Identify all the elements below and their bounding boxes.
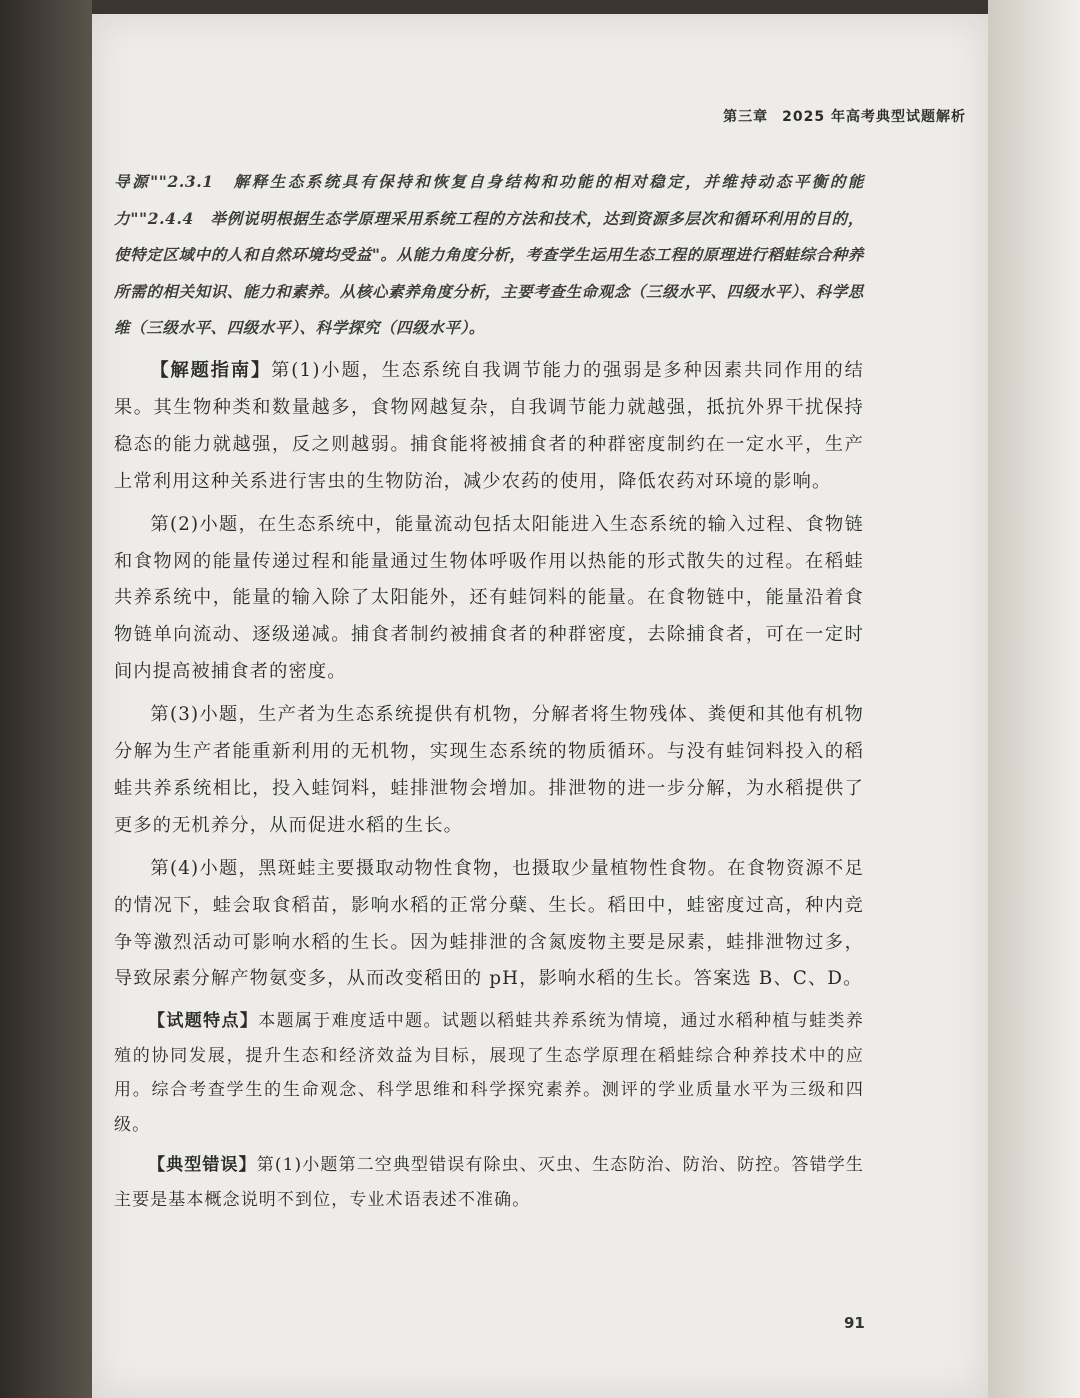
q4-paragraph: 第(4)小题，黑斑蛙主要摄取动物性食物，也摄取少量植物性食物。在食物资源不足的情况下，蛙会取食稻苗，影响水稻的正常分蘖、生长。稻田中，蛙密度过高，种内竞争等激烈活动可影响水稻的生长。因为蛙排泄的含氮废物主要是尿素，蛙排泄物过多，导致尿素分解产物氨变多，从而改变稻田的 pH，影响水稻的生长。答案选 B、C、D。 [114,857,864,990]
guide-label: 【解题指南】 [150,359,272,381]
guide-text: 第(1)小题，生态系统自我调节能力的强弱是多种因素共同作用的结果。其生物种类和数量越多，食物网越复杂，自我调节能力就越强，抵抗外界干扰保持稳态的能力就越强，反之则越弱。捕食能将被捕食者的种群密度制约在一定水平，生产上常利用这种关系进行害虫的生物防治，减少农药的使用，降低农药对环境的影响。 [114,359,864,492]
features-text: 本题属于难度适中题。试题以稻蛙共养系统为情境，通过水稻种植与蛙类养殖的协同发展，提升生态和经济效益为目标，展现了生态学原理在稻蛙综合种养技术中的应用。综合考查学生的生命观念、科学思维和科学探究素养。测评的学业质量水平为三级和四级。 [114,1011,864,1135]
book-page [92,14,988,1398]
errors-paragraph [114,1148,864,1217]
q2-paragraph: 第(2)小题，在生态系统中，能量流动包括太阳能进入生态系统的输入过程、食物链和食物网的能量传递过程和能量通过生物体呼吸作用以热能的形式散失的过程。在稻蛙共养系统中，能量的输入除了太阳能外，还有蛙饲料的能量。在食物链中，能量沿着食物链单向流动、逐级递减。捕食者制约被捕食者的种群密度，去除捕食者，可在一定时间内提高被捕食者的密度。 [114,513,864,683]
page-body [114,164,864,1217]
features-label: 【试题特点】 [148,1011,259,1032]
features-paragraph [114,1004,864,1142]
scan-left-edge [0,0,92,1398]
q3-paragraph: 第(3)小题，生产者为生态系统提供有机物，分解者将生物残体、粪便和其他有机物分解为生产者能重新利用的无机物，实现生态系统的物质循环。与没有蛙饲料投入的稻蛙共养系统相比，投入蛙饲料，蛙排泄物会增加。排泄物的进一步分解，为水稻提供了更多的无机养分，从而促进水稻的生长。 [114,704,864,836]
errors-label: 【典型错误】 [148,1155,257,1176]
page-number: 91 [844,1314,865,1332]
scan-right-edge [988,0,1080,1398]
header-title: 2025 年高考典型试题解析 [782,109,966,125]
guide-paragraph [114,353,864,501]
running-header [723,106,966,126]
intro-paragraph: 导源""2.3.1 解释生态系统具有保持和恢复自身结构和功能的相对稳定，并维持动态平衡的能力""2.4.4 举例说明根据生态学原理采用系统工程的方法和技术，达到资源多层次和循环利用的目的，使特定区域中的人和自然环境均受益"。从能力角度分析，考查学生运用生态工程的原理进行稻蛙综合种养所需的相关知识、能力和素养。从核心素养角度分析，主要考查生命观念（三级水平、四级水平）、科学思维（三级水平、四级水平）、科学探究（四级水平）。 [114,172,864,338]
chapter-label: 第三章 [723,109,769,125]
errors-text: 第(1)小题第二空典型错误有除虫、灭虫、生态防治、防治、防控。答错学生主要是基本概念说明不到位，专业术语表述不准确。 [114,1155,864,1210]
